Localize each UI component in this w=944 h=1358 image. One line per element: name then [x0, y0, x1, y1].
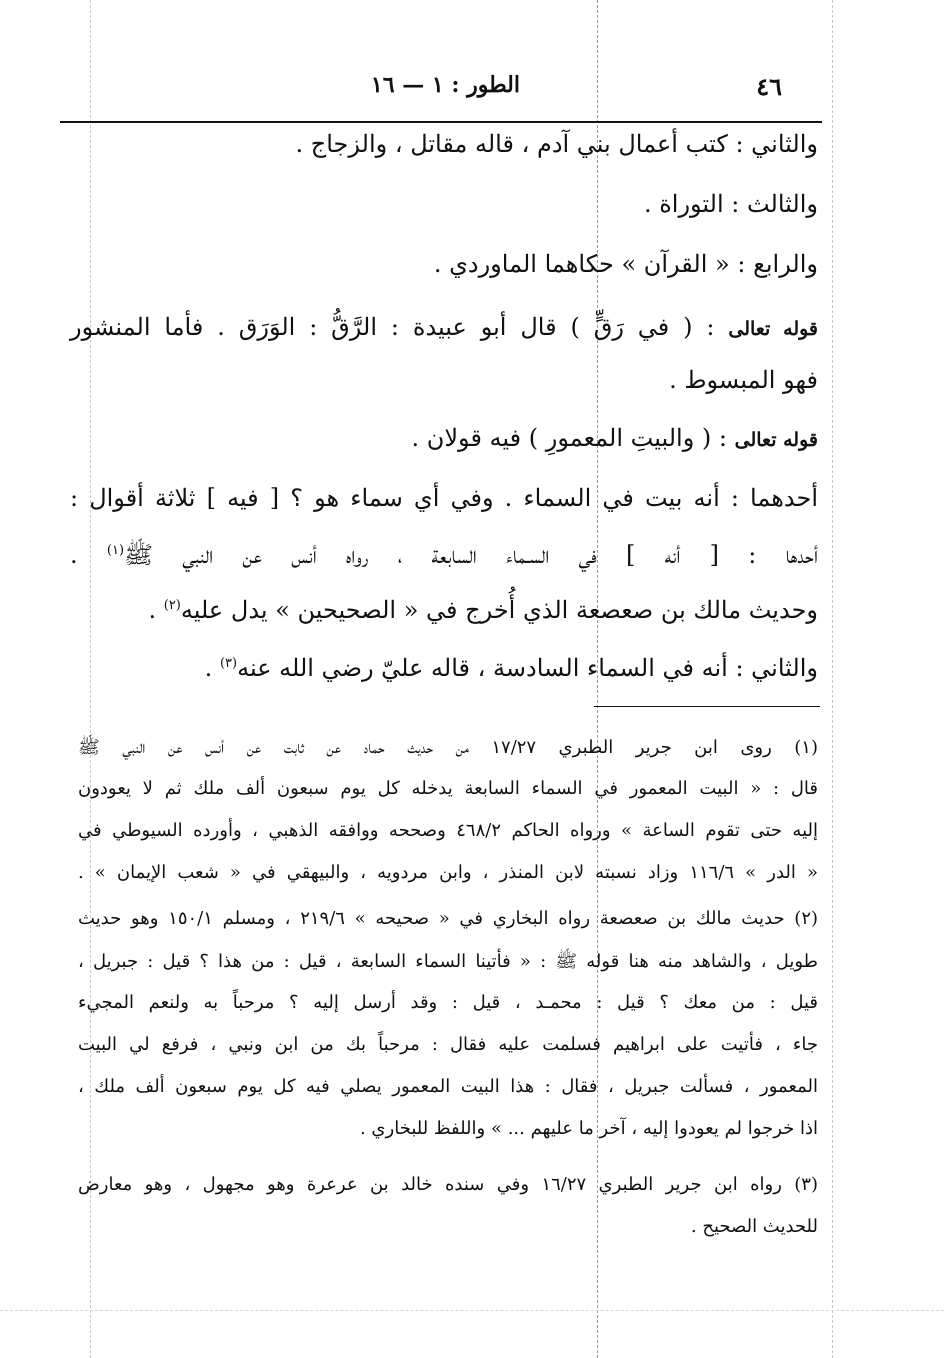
footnote-line: « الدر » ١١٦/٦ وزاد نسبته لابن المنذر ، وابن مردويه ، والبيهقي في « شعب الإيمان » .: [78, 862, 818, 883]
line-text: وحديث مالك بن صعصعة الذي أُخرج في « الصحيحين » يدل عليه: [180, 596, 818, 624]
text-line: [70, 540, 818, 575]
footnote-ref: (٢): [163, 598, 181, 613]
text-line: أحدهما : أنه بيت في السماء . وفي أي سماء هو ؟ [ فيه ] ثلاثة أقوال :: [70, 484, 818, 512]
footnote-line: اذا خرجوا لم يعودوا إليه ، آخر ما عليهم ... » واللفظ للبخاري .: [359, 1118, 818, 1139]
page-header: [60, 66, 820, 116]
footnote-line: إليه حتى تقوم الساعة » ورواه الحاكم ٤٦٨/٢ وصححه ووافقه الذهبي ، وأورده السيوطي في: [78, 820, 818, 841]
line-text: أحدها : [ أنه ] في السـماء السابعة ، رواه أنس عن النبي ﷺ: [124, 541, 818, 569]
scan-artifact-line: [832, 0, 833, 1358]
line-end: .: [70, 541, 107, 569]
text-line: [205, 654, 818, 682]
text-line: والثاني : كتب أعمال بني آدم ، قاله مقاتل ، والزجاج .: [295, 130, 818, 158]
page-number: ٤٦: [756, 72, 782, 101]
footnote-line: المعمور ، فسألت جبريل ، فقال : هذا البيت المعمور يصلي فيه كل يوم سبعون ألف ملك ،: [78, 1076, 818, 1097]
header-rule: [60, 121, 822, 123]
footnote-line: (٣) رواه ابن جرير الطبري ١٦/٢٧ وفي سنده خالد بن عرعرة وهو مجهول ، وهو معارض: [78, 1174, 818, 1195]
verse-lead: قوله تعالى: [728, 318, 819, 340]
text-line: والثالث : التوراة .: [643, 190, 818, 218]
footnote-line: جاء ، فأتيت على ابراهيم فسلمت عليه فقال : مرحباً بك من ابن ونبي ، فرفع لي البيت: [78, 1034, 818, 1055]
footnote-line: طويل ، والشاهد منه هنا قوله ﷺ : « فأتينا السماء السابعة ، قيل : من هذا ؟ قيل : جبريل ،: [78, 951, 818, 972]
text-line: فهو المبسوط .: [669, 366, 818, 394]
footnote-line: (١) روى ابن جرير الطبري ١٧/٢٧ من حديث حماد عن ثابت عن أنس عن النبي ﷺ: [78, 737, 818, 758]
footnote-ref: (٣): [219, 656, 238, 671]
text-line: [148, 596, 818, 624]
text-line: والرابع : « القرآن » حكاهما الماوردي .: [433, 250, 818, 278]
footnote-line: قال : « البيت المعمور في السماء السابعة يدخله كل يوم سبعون ألف ملك ثم لا يعودون: [78, 778, 818, 799]
line-end: .: [204, 654, 220, 682]
scan-artifact-line: [0, 1310, 944, 1311]
verse-lead: قوله تعالى: [734, 429, 818, 451]
line-text: والثاني : أنه في السماء السادسة ، قاله عليّ رضي الله عنه: [237, 654, 818, 682]
running-title: الطور : ١ — ١٦: [370, 72, 520, 98]
line-text: : ( والبيتِ المعمورِ ) فيه قولان .: [411, 424, 727, 452]
footnote-line: قيل : من معك ؟ قيل : محمـد ، قيل : وقد أرسل إليه ؟ مرحباً به ولنعم المجيء: [78, 992, 818, 1013]
scan-artifact-line: [90, 0, 91, 1358]
text-line: [411, 424, 818, 452]
footnote-line: للحديث الصحيح .: [690, 1216, 818, 1237]
line-end: .: [148, 596, 164, 624]
footnote-ref: (١): [106, 543, 125, 558]
line-text: : ( في رَقٍّ ) قال أبو عبيدة : الرَّقُّ : الوَرَق . فأما المنشور: [70, 313, 715, 341]
footnote-separator: [594, 706, 820, 707]
footnote-line: (٢) حديث مالك بن صعصعة رواه البخاري في « صحيحه » ٢١٩/٦ ، ومسلم ١٥٠/١ وهو حديث: [78, 908, 819, 929]
text-line: [70, 313, 818, 341]
